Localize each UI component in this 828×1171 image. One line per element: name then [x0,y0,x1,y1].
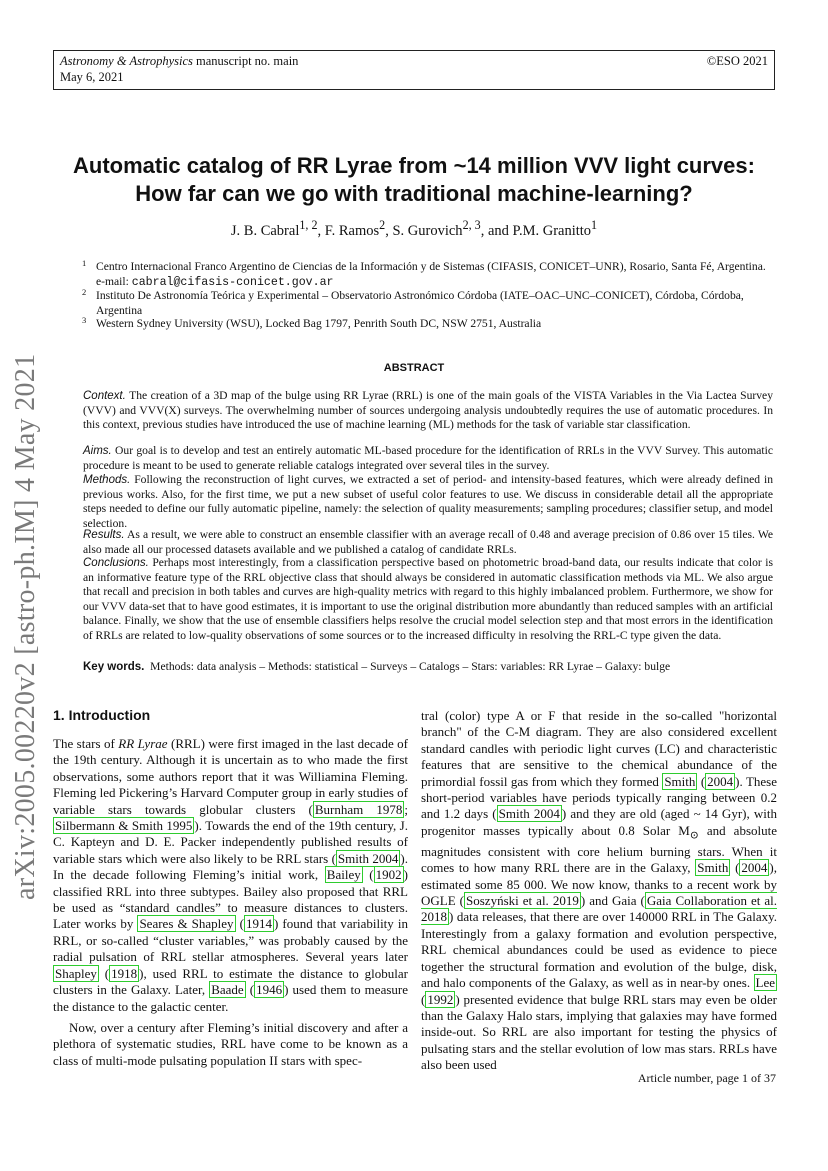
citation-link[interactable]: Smith 2004 [337,850,399,866]
abstract-heading: ABSTRACT [383,362,445,374]
header-date: May 6, 2021 [60,70,124,84]
text-run: ). These short-period variables have periods typically ranging between 0.2 and 1.2 days ( [421,773,777,822]
citation-link[interactable]: Silbermann & Smith 1995 [55,818,193,834]
abstract-aims [83,444,773,473]
keywords [83,660,783,673]
paper-title [40,152,788,208]
citation-link[interactable]: Gaia Collaboration et al. 2018 [421,893,778,925]
text-run: ) data releases, that there are over 140000 RRL in The Galaxy. Interestingly from a galaxy formation and evolution perspective, RRL chemical abundances could be used as evidence to piece together the structural formation and evolution of the bulge, disk, and halo components of the Galaxy, as well as in near-by ones. [421,909,777,991]
affiliation-number: 3 [82,315,87,325]
text-run: ), used RRL to estimate the distance to globular clusters in the Galaxy. Later, [53,965,408,998]
citation-link[interactable]: 1992 [427,991,454,1007]
text-run: tral (color) type A or F that reside in the so-called "horizontal branch" of the C-M diagram. They are also considered excellent standard candles with periodic light curves (LC) and characteristic features that are sensitive to the chemical abundance of the primordial fossil gas from which they formed [421,708,777,789]
methods-label: Methods. [83,474,131,486]
affiliation-text: Western Sydney University (WSU), Locked Bag 1797, Penrith South DC, NSW 2751, Australia [96,317,542,330]
citation-link[interactable]: 2004 [707,773,734,789]
conclusions-text: Perhaps most interestingly, from a classification perspective based on photometric broad-band data, our results indicate that color is an informative feature type of the RRL objective class that should always be considered in automatic classification methods via ML. We also argue that recall and precision in both tables and curves are high-quality metrics with regard to this highly imbalanced problem. Furthermore, we show for our VVV data-set that to have good estimates, it is important to use the original distribution more abundantly than reduced samples with an artificial balance. Finally, we show that the use of ensemble classifiers helps resolve the crucial model selection step and that most errors in the identification of RRLs are related to low-quality observations of some sources or to the increased difficulty in resolving the RRL-C type given the data. [83,556,773,642]
title-line-1: Automatic catalog of RR Lyrae from ~14 million VVV light curves: [73,153,755,178]
affiliation-text: Centro Internacional Franco Argentino de Ciencias de la Información y de Sistemas (CIFASIS, CONICET–UNR), Rosario, Santa Fé, Argentina. e-mail: [96,260,766,288]
author-list [40,218,788,240]
citation-link[interactable]: Smith 2004 [498,806,560,822]
citation-link[interactable]: Burnham 1978 [314,801,403,817]
text-run: (RRL) were first imaged in the last decade of the 19th century. Although it is uncertain as to who made the first observations, some authors report that it was Williamina Fleming. Fleming led Pickering’s Harvard Computer group in early studies of variable stars towards globular clusters ( [53,736,409,817]
abstract-results [83,528,773,557]
right-column [421,708,777,1074]
text-run: ( [362,867,374,883]
citation-link[interactable]: Soszyński et al. 2019 [466,893,579,909]
author-name: , and P.M. Granitto [480,222,592,239]
citation-link[interactable]: 1918 [111,965,138,981]
text-run: ) classified RRL into three subtypes. Bailey also proposed that RRL be used as “standard candles” to measure distances to clusters. Later works by [53,867,408,932]
citation-link[interactable]: 1902 [375,867,402,883]
title-line-2: How far can we go with traditional machine-learning? [135,181,693,206]
text-run: ( [98,965,110,981]
section-heading-introduction: 1. Introduction [53,707,151,723]
left-column [53,736,408,1069]
context-text: The creation of a 3D map of the bulge using RR Lyrae (RRL) is one of the main goals of the VISTA Variables in the Via Lactea Survey (VVV) and VVV(X) surveys. The overwhelming number of sources undergoing analysis undoubtedly requires the use of automatic procedures. In this context, previous studies have introduced the use of machine learning (ML) methods for the task of variable star classification. [83,389,773,432]
affiliation-text: Instituto De Astronomía Teórica y Experimental – Observatorio Astronómico Córdoba (IATE–OAC–UNC–CONICET), Córdoba, Córdoba, Argentina [96,289,744,317]
text-run: ). In the decade following Fleming’s initial work, [53,850,408,883]
author-name: J. B. Cabral [230,222,300,239]
manuscript-id: manuscript no. main [196,54,299,68]
keywords-label: Key words. [83,661,145,673]
affiliation-1 [82,259,772,290]
citation-link[interactable]: Smith [697,860,729,876]
text-run: ( [697,773,706,789]
author-name: , S. Gurovich [385,222,463,239]
citation-link[interactable]: Lee [755,975,775,991]
citation-link[interactable]: 1914 [245,916,272,932]
keywords-text: Methods: data analysis – Methods: statistical – Surveys – Catalogs – Stars: variables: RR Lyrae – Galaxy: bulge [150,660,671,673]
journal-line [60,54,298,69]
text-run: and absolute magnitudes consistent with core helium burning stars. When it comes to how many RRL there are in the Galaxy, [421,822,777,876]
citation-link[interactable]: 1946 [256,982,283,998]
citation-link[interactable]: Baade [211,982,244,998]
text-run: ) and Gaia ( [580,893,645,909]
aims-label: Aims. [83,445,112,457]
intro-paragraph-2: Now, over a century after Fleming’s initial discovery and after a plethora of systematic studies, RRL have come to be known as a class of multi-mode pulsating population II stars with spec- [53,1019,408,1068]
results-label: Results. [83,529,125,541]
affiliation-number: 1 [82,258,87,268]
email-link[interactable]: cabral@cifasis-conicet.gov.ar [131,276,334,289]
text-run: ) and they are old (aged ~ 14 Gyr), with progenitor masses typically about 0.8 Solar M [421,806,777,838]
author-affil-sup: 2 [379,218,386,232]
citation-link[interactable]: 2004 [741,860,768,876]
text-run: ( [245,982,255,998]
citation-link[interactable]: Shapley [55,965,97,981]
journal-name: Astronomy & Astrophysics [60,54,193,68]
affiliation-2 [82,288,772,318]
author-name: , F. Ramos [317,222,380,239]
conclusions-label: Conclusions. [83,557,149,569]
text-run: ( [730,860,740,876]
affiliation-3 [82,316,772,331]
text-run: ) used them to measure the distance to the galactic center. [53,982,408,1014]
copyright: ©ESO 2021 [706,54,768,68]
rr-lyrae-term: RR Lyrae [118,736,168,751]
sun-symbol: ⊙ [689,829,699,842]
text-run: ). Towards the end of the 19th century, J. C. Kapteyn and D. E. Packer independently published results of variable stars which were also likely to be RRL stars ( [53,818,408,866]
results-text: As a result, we were able to construct an ensemble classifier with an average recall of 0.48 and average precision of 0.86 over 15 tiles. We also made all our processed datasets available and we published a catalog of candidate RRLs. [83,528,773,556]
text-run: ) presented evidence that bulge RRL stars may even be older than the Galaxy Halo stars, implying that galaxies may have formed inside-out. So RRL are also important for testing the physics of pulsating stars and the stellar evolution of low mas stars. RRLs have also been used [421,991,777,1073]
arxiv-stamp: arXiv:2005.00220v2 [astro-ph.IM] 4 May 2021 [10,353,41,900]
abstract-context [83,389,773,433]
text-run: ) found that variability in RRL, or so-called “cluster variables,” was probably caused by the radial pulsation of RRL stellar atmospheres. Several years later [53,916,408,965]
author-affil-sup: 2, 3 [462,218,481,232]
author-affil-sup: 1, 2 [299,218,318,232]
text-run: The stars of [53,736,119,751]
citation-link[interactable]: Smith [664,773,696,789]
affiliation-number: 2 [82,287,87,297]
citation-link[interactable]: Seares & Shapley [139,916,234,932]
text-run: ), estimated some 85 000. We now know, thanks to a recent work by OGLE ( [421,860,777,909]
text-run: ( [421,991,426,1007]
text-run: ( [235,916,244,932]
author-affil-sup: 1 [591,218,598,232]
abstract-conclusions [83,556,773,644]
text-run: ; [404,801,408,817]
citation-link[interactable]: Bailey [326,867,361,883]
page-footer: Article number, page 1 of 37 [637,1071,776,1085]
intro-paragraph-1 [53,736,408,1015]
intro-paragraph-3 [421,708,777,1074]
methods-text: Following the reconstruction of light curves, we extracted a set of period- and intensity-based features, which were already defined in previous works. Also, for the first time, we put a new subset of useful color features to use. We discuss in considerable detail all the appropriate steps needed to define our fully automatic pipeline, namely: the selection of quality measurements; sampling procedures; classifier setup, and model selection. [83,473,773,530]
abstract-methods [83,473,773,531]
aims-text: Our goal is to develop and test an entirely automatic ML-based procedure for the identification of RRLs in the VVV Survey. This automatic procedure is meant to be used to generate reliable catalogs integrated over several tiles in the survey. [83,444,773,472]
running-header [53,50,775,90]
context-label: Context. [83,390,126,402]
